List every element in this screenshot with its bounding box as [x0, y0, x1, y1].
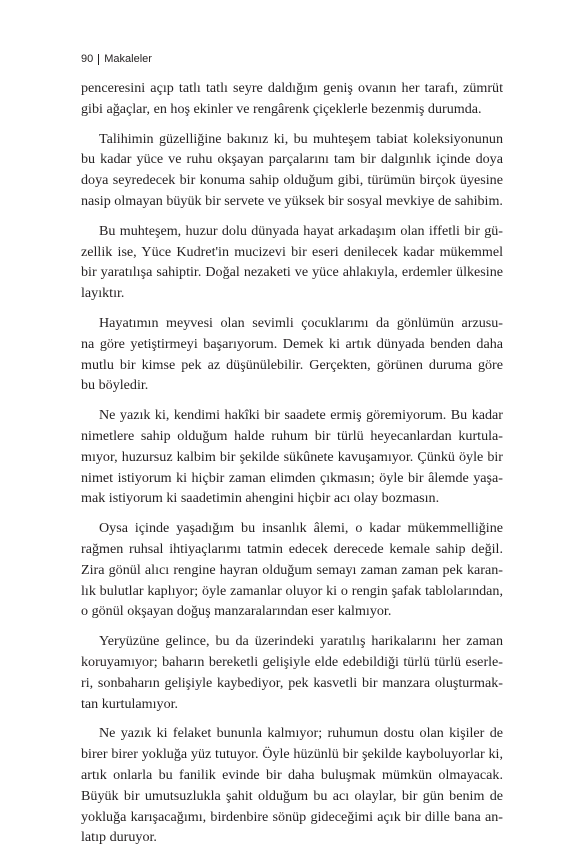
text-line: mıyor, huzursuz kalbim bir şekilde sükûnete kavuşamıyor. Çünkü öyle bir: [81, 448, 503, 465]
paragraph: [81, 405, 503, 509]
text-line: Talihimin güzelliğine bakınız ki, bu muhteşem tabiat koleksiyonunun: [99, 130, 503, 147]
header-divider: [98, 54, 99, 65]
paragraph: [81, 313, 503, 396]
text-line: o gönül okşayan doğuş manzaralarından eser kalmıyor.: [81, 603, 392, 620]
text-line: birer birer yokluğa yüz tutuyor. Öyle hüzünlü bir şekilde kayboluyorlar ki,: [81, 746, 503, 763]
paragraph: [81, 221, 503, 304]
text-line: nimet istiyorum ki hiçbir zaman elimden çıkmasın; öyle bir âlemde yaşa-: [81, 469, 503, 486]
text-line: layıktır.: [81, 285, 125, 302]
text-line: Oysa içinde yaşadığım bu insanlık âlemi, o kadar mükemmelliğine: [99, 520, 503, 537]
text-line: bu kadar yüce ve ruhu okşayan parçalarını tam bir dalgınlık içinde doya: [81, 151, 503, 168]
text-line: tan kurtulamıyor.: [81, 695, 179, 712]
section-title: Makaleler: [104, 53, 152, 65]
text-line: Hayatımın meyvesi olan sevimli çocuklarımı da gönlümün arzusu-: [99, 314, 503, 331]
page-number: 90: [81, 53, 94, 65]
text-line: Yeryüzüne gelince, bu da üzerindeki yaratılış harikalarını her zaman: [99, 633, 503, 650]
text-line: Zira gönül alıcı rengine hayran olduğum semayı zaman zaman pek karan-: [81, 561, 503, 578]
paragraph: [81, 129, 503, 212]
text-line: Bu muhteşem, huzur dolu dünyada hayat arkadaşım olan iffetli bir gü-: [99, 222, 503, 239]
body-text: [81, 78, 503, 857]
text-line: bir yaratılışa sahiptir. Doğal nezaketi ve yüce ahlakıyla, erdemler ülkesine: [81, 264, 503, 281]
text-line: Ne yazık ki, kendimi hakîki bir saadete ermiş göremiyorum. Bu kadar: [99, 407, 503, 424]
text-line: zellik ise, Yüce Kudret'in mucizevi bir eseri denilecek kadar mükemmel: [81, 243, 503, 260]
text-line: bu böyledir.: [81, 377, 149, 394]
text-line: ri, sonbaharın gelişiyle kaybediyor, pek kasvetli bir manzara oluşturmak-: [81, 674, 503, 691]
text-line: mak istiyorum ki saadetimin ahengini hiçbir acı olay bozmasın.: [81, 490, 440, 507]
text-line: yokluğa karışacağımı, birdenbire sönüp gideceğimi açık bir dille bana an-: [81, 808, 503, 825]
paragraph: [81, 518, 503, 622]
text-line: gibi ağaçlar, en hoş ekinler ve rengârenk çiçeklerle bezenmiş durumda.: [81, 100, 482, 117]
text-line: mutlu bir kimse pek az düşünülebilir. Gerçekten, görünen duruma göre: [81, 356, 503, 373]
text-line: na göre yetiştirmeyi başarıyorum. Demek ki artık dünyada benden daha: [81, 335, 503, 352]
paragraph: [81, 631, 503, 714]
text-line: doya seyredecek bir konuma sahip olduğum gibi, türümün birçok üyesine: [81, 172, 503, 189]
text-line: penceresini açıp tatlı tatlı seyre daldığım geniş ovanın her tarafı, zümrüt: [81, 80, 503, 96]
text-line: nasip olmayan büyük bir servete ve yüksek bir sosyal mevkiye de sahibim.: [81, 192, 503, 209]
text-line: koruyamıyor; baharın bereketli gelişiyle elde edebildiği türlü türlü eserle-: [81, 653, 503, 670]
text-line: Büyük bir umutsuzlukla şahit olduğum bu acı olaylar, bir gün benim de: [81, 787, 503, 804]
text-line: latıp duruyor.: [81, 829, 157, 846]
text-line: nimetlere sahip olduğum halde ruhum bir türlü heyecanlardan kurtula-: [81, 427, 503, 444]
running-header: [81, 52, 152, 66]
text-line: lık bulutlar kaplıyor; öyle zamanlar oluyor ki o rengin şafak tablolarından,: [81, 582, 503, 599]
text-line: artık onlarla bu fanilik evinde bir daha buluşmak mümkün olmayacak.: [81, 766, 503, 783]
paragraph: [81, 78, 503, 120]
paragraph: [81, 723, 503, 848]
text-line: rağmen ruhsal ihtiyaçlarımı tatmin edecek derecede kemale sahip değil.: [81, 540, 503, 557]
text-line: Ne yazık ki felaket bununla kalmıyor; ruhumun dostu olan kişiler de: [99, 725, 503, 742]
